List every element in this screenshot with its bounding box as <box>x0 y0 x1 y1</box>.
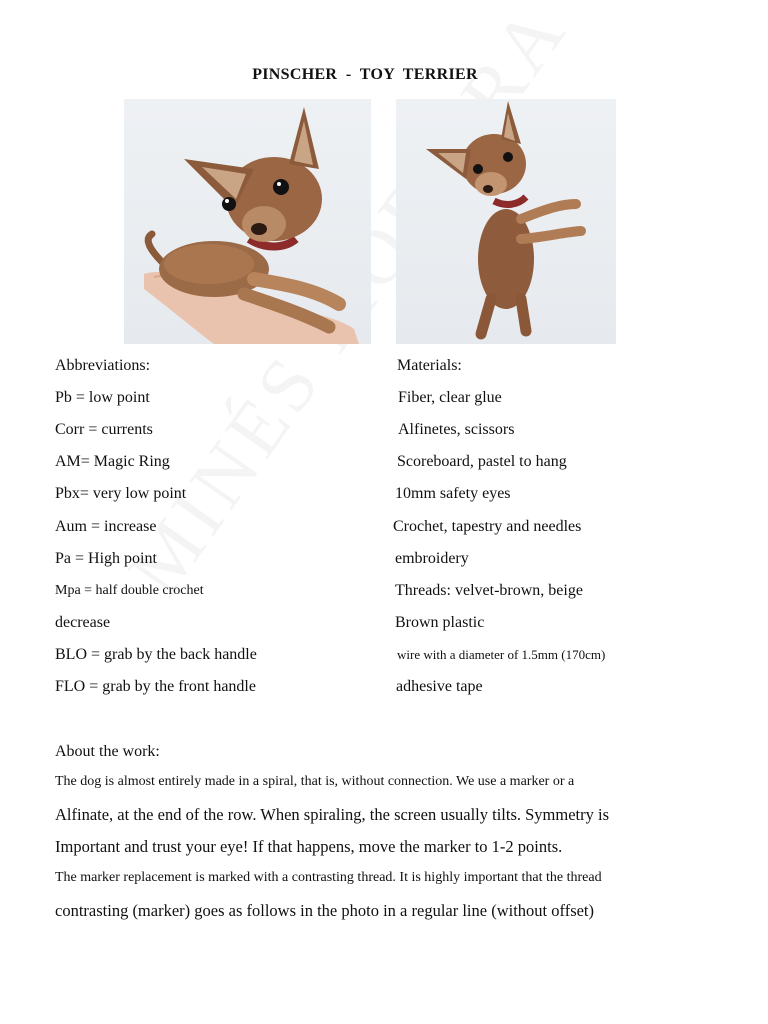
page-title: PINSCHER - TOY TERRIER <box>252 66 478 83</box>
material-item: wire with a diameter of 1.5mm (170cm) <box>397 647 606 662</box>
about-line: Alfinate, at the end of the row. When spiraling, the screen usually tilts. Symmetry is <box>55 805 609 824</box>
material-item: embroidery <box>395 550 469 567</box>
material-item: Brown plastic <box>395 614 485 631</box>
about-line: The marker replacement is marked with a contrasting thread. It is highly important that the thread <box>55 870 602 885</box>
abbreviation-item: decrease <box>55 614 111 631</box>
material-item: adhesive tape <box>396 678 483 695</box>
abbreviation-item: Pa = High point <box>55 550 157 567</box>
materials-heading: Materials: <box>397 357 462 374</box>
about-line: Important and trust your eye! If that happens, move the marker to 1-2 points. <box>55 837 563 856</box>
abbreviation-item: Mpa = half double crochet <box>55 583 204 598</box>
photo-dog-lying-on-hand <box>124 99 371 344</box>
material-item: Threads: velvet-brown, beige <box>395 582 583 599</box>
about-line: contrasting (marker) goes as follows in the photo in a regular line (without offset) <box>55 901 595 920</box>
abbreviations-heading: Abbreviations: <box>55 357 151 374</box>
material-item: Scoreboard, pastel to hang <box>397 453 567 470</box>
abbreviation-item: BLO = grab by the back handle <box>55 646 257 663</box>
abbreviation-item: Pb = low point <box>55 389 150 406</box>
material-item: Crochet, tapestry and needles <box>393 518 582 535</box>
abbreviation-item: AM= Magic Ring <box>55 453 170 470</box>
material-item: Fiber, clear glue <box>398 389 502 406</box>
material-item: 10mm safety eyes <box>395 485 511 502</box>
abbreviation-item: Aum = increase <box>55 518 157 535</box>
abbreviation-item: Corr = currents <box>55 421 153 438</box>
about-line: The dog is almost entirely made in a spiral, that is, without connection. We use a marker or a <box>55 774 575 789</box>
material-item: Alfinetes, scissors <box>398 421 515 438</box>
abbreviation-item: Pbx= very low point <box>55 485 187 502</box>
about-heading: About the work: <box>55 743 160 760</box>
abbreviation-item: FLO = grab by the front handle <box>55 678 256 695</box>
photo-dog-standing <box>396 99 616 344</box>
